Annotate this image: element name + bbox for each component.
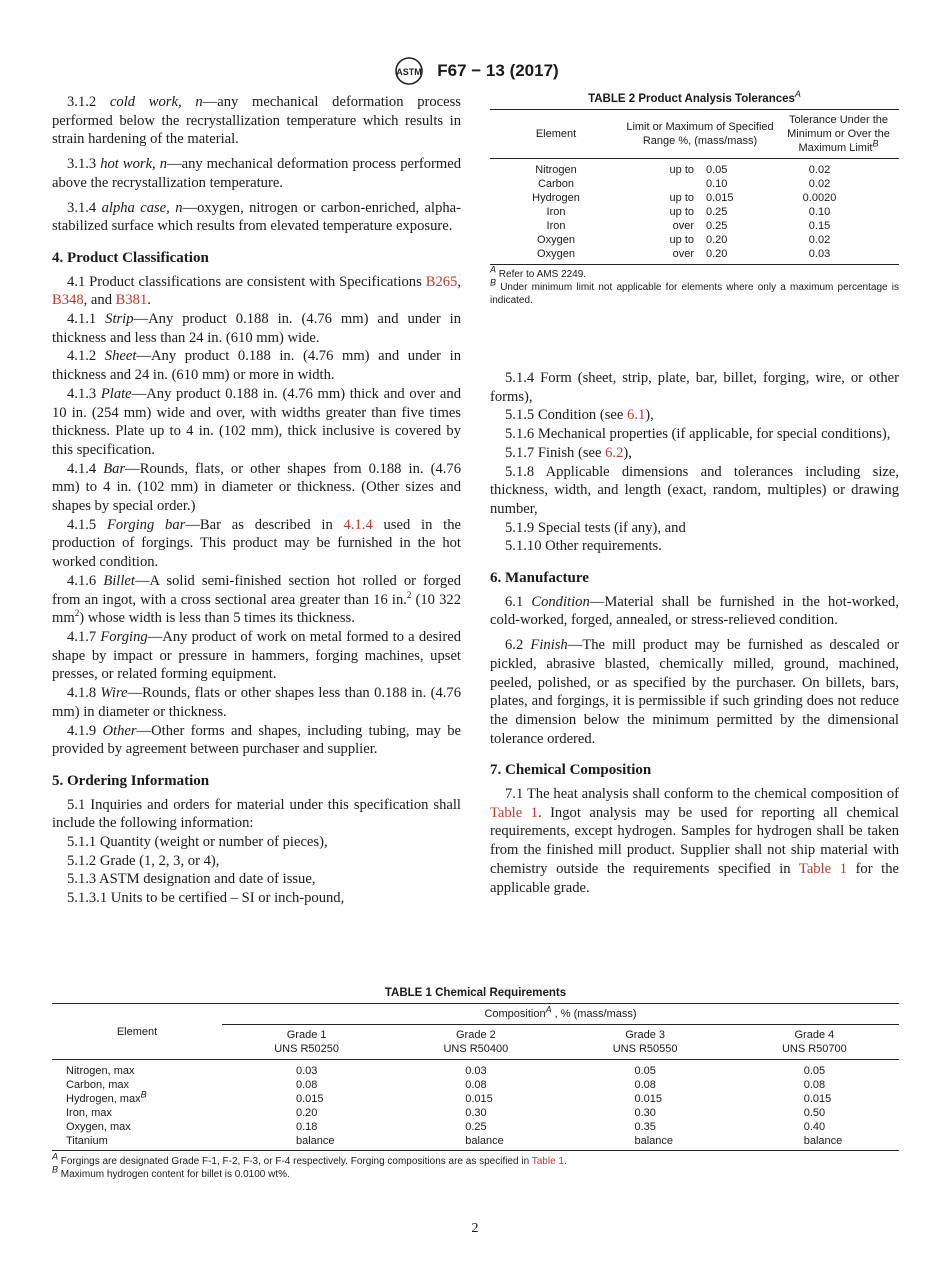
para-5-1-10: 5.1.10 Other requirements.: [505, 538, 662, 555]
para-4-1-9: 4.1.9 Other—Other forms and shapes, including tubing, may be provided by agreement between purchaser and supplier.: [52, 722, 461, 758]
para-6-2: 6.2 Finish—The mill product may be furnished as descaled or pickled, abrasive blasted, chemically milled, ground, machined, peeled, polished, or as specified by the purchaser. On billets, bars, plates, and forgings, it is permissible if such grinding does not reduce the dimension below the minimum permitted by the dimensional tolerance ordered.: [490, 637, 899, 747]
product-analysis-tolerances-table: [490, 109, 899, 265]
t2-header-tolerance: Tolerance Under the Minimum or Over the Maximum Limit$^B$: [778, 110, 899, 159]
para-4-1-3: 4.1.3 Plate—Any product 0.188 in. (4.76 mm) thick and over and 10 in. (254 mm) wide and over, with widths greater than five times thickness. Plate up to 4 in. (102 mm), thick inclusive is covered by this specification.: [52, 385, 461, 458]
page-header: [0, 56, 950, 86]
t1-header-element: Element: [52, 1004, 222, 1060]
para-4-1-2: 4.1.2 Sheet—Any product 0.188 in. (4.76 mm) and under in thickness and 24 in. (610 mm) or more in width.: [52, 348, 461, 384]
section-5-heading: 5. Ordering Information: [52, 772, 210, 789]
para-5-1-6: 5.1.6 Mechanical properties (if applicable, for special conditions),: [505, 426, 891, 443]
link-4-1-4[interactable]: 4.1.4: [343, 516, 373, 533]
left-column: [52, 93, 461, 908]
t1-header-grade-4: Grade 4 UNS R50700: [730, 1025, 899, 1060]
t1-footnote-a: $^A$ Forgings are designated Grade F-1, F-2, F-3, or F-4 respectively. Forging compositions are as specified in Table 1.: [52, 1151, 567, 1167]
link-6-2[interactable]: 6.2: [605, 444, 624, 461]
para-5-1-8: 5.1.8 Applicable dimensions and tolerances including size, thickness, width, and length (exact, random, multiples) or drawing number,: [490, 463, 899, 517]
para-4-1-4: 4.1.4 Bar—Rounds, flats, or other shapes from 0.188 in. (4.76 mm) to 4 in. (102 mm) in diameter or thickness. (Other sizes and shapes by special order.): [52, 460, 461, 515]
para-3-1-3: 3.1.3 hot work, n—any mechanical deformation process performed above the recrystallization temperature.: [52, 156, 461, 191]
para-6-1: 6.1 Condition—Material shall be furnished in the hot-worked, cold-worked, forged, annealed, or stress-relieved condition.: [490, 593, 899, 629]
para-5-1-3: 5.1.3 ASTM designation and date of issue,: [67, 871, 316, 888]
para-4-1: 4.1 Product classifications are consistent with Specifications B265, B348, and B381.: [52, 273, 461, 309]
chemical-requirements-table: [52, 1003, 899, 1151]
t1-footnote-b: $^B$ Maximum hydrogen content for billet is 0.0100 wt%.: [52, 1164, 290, 1180]
para-3-1-2: 3.1.2 cold work, n—any mechanical deformation process performed below the recrystallization temperature which results in strain hardening of the material.: [52, 94, 461, 148]
page-number: 2: [471, 1221, 479, 1236]
para-5-1-9: 5.1.9 Special tests (if any), and: [505, 519, 686, 536]
table-row: Nitrogen up to 0.05 0.02: [535, 164, 831, 176]
link-table-1[interactable]: Table 1: [490, 804, 538, 821]
table-1: [52, 987, 899, 1181]
para-4-1-8: 4.1.8 Wire—Rounds, flats or other shapes less than 0.188 in. (4.76 mm) in diameter or thickness.: [52, 685, 461, 720]
para-5-1: 5.1 Inquiries and orders for material under this specification shall include the following information:: [52, 796, 461, 832]
para-5-1-7: 5.1.7 Finish (see 6.2),: [505, 444, 632, 461]
para-4-1-7: 4.1.7 Forging—Any product of work on metal formed to a desired shape by impact or pressure in hammers, forging machines, upset presses, or related forming equipment.: [52, 628, 461, 683]
t2-header-limit: Limit or Maximum of Specified Range %, (mass/mass): [622, 110, 778, 159]
table-2: [490, 89, 899, 307]
table-1-caption: TABLE 1 Chemical Requirements: [384, 987, 567, 999]
table-row: Hydrogen up to 0.015 0.0020: [532, 192, 837, 204]
table-row: Carbon 0.10 0.02: [537, 178, 831, 190]
table-row: Hydrogen, $\max^B$ 0.015 0.015 0.015 0.015: [66, 1089, 832, 1105]
table-row: Titanium balance balance balance balance: [52, 1134, 899, 1151]
t1-header-grade-2: Grade 2 UNS R50400: [391, 1025, 560, 1060]
table-row: Iron over 0.25 0.15: [546, 220, 831, 232]
table-row: Oxygen over 0.20 0.03: [490, 247, 899, 265]
t1-header-grade-3: Grade 3 UNS R50550: [561, 1025, 730, 1060]
table-row: Oxygen up to 0.20 0.02: [537, 234, 831, 246]
link-b265[interactable]: B265: [425, 273, 458, 290]
astm-logo-text: ASTM: [396, 67, 423, 77]
para-4-1-6: 4.1.6 Billet—A solid semi-finished section hot rolled or forged from an ingot, with a cross sectional area greater than 16 in.$^2$ (10 322 $mm^2$) whose width is less than 5 times its thickness.: [52, 572, 461, 627]
para-5-1-2: 5.1.2 Grade (1, 2, 3, or 4),: [67, 852, 220, 869]
section-4-heading: 4. Product Classification: [52, 249, 209, 266]
link-6-1[interactable]: 6.1: [627, 407, 646, 424]
link-table-1-second[interactable]: Table 1: [798, 860, 847, 877]
para-7-1: 7.1 The heat analysis shall conform to the chemical composition of Table 1. Ingot analysis may be used for reporting all chemical requirements, except hydrogen. Samples for hydrogen shall be taken from the finished mill product. Supplier shall not ship material with chemistry outside the requirements specified in Table 1 for the applicable grade.: [490, 786, 899, 896]
para-3-1-4: 3.1.4 alpha case, n—oxygen, nitrogen or carbon-enriched, alpha-stabilized surface which results from elevated temperature exposure.: [52, 199, 461, 235]
table-2-caption: TABLE 2 Product Analysis Tolerances$^A$: [588, 89, 801, 105]
section-6-heading: 6. Manufacture: [490, 570, 589, 587]
table-row: Oxygen, max 0.18 0.25 0.35 0.40: [66, 1121, 826, 1133]
para-5-1-4: 5.1.4 Form (sheet, strip, plate, bar, billet, forging, wire, or other forms),: [490, 370, 899, 405]
link-b348[interactable]: B348: [52, 292, 84, 309]
t2-footnote-a: $^A$ Refer to AMS 2249.: [490, 264, 587, 280]
right-column: [490, 369, 899, 897]
table-row: Carbon, max 0.08 0.08 0.08 0.08: [66, 1079, 826, 1091]
para-4-1-1: 4.1.1 Strip—Any product 0.188 in. (4.76 mm) and under in thickness and less than 24 in. (610 mm) wide.: [52, 311, 461, 346]
table-row: Iron up to 0.25 0.10: [546, 206, 831, 218]
table-row: Nitrogen, max 0.03 0.03 0.05 0.05: [66, 1065, 826, 1077]
astm-logo-icon: [391, 56, 427, 86]
para-5-1-1: 5.1.1 Quantity (weight or number of pieces),: [67, 834, 328, 851]
standard-designation: F67 − 13 (2017): [437, 61, 559, 80]
t1-header-composition: Composition$^A$ , % (mass/mass): [222, 1004, 899, 1025]
t2-header-element: Element: [490, 110, 622, 159]
t1-header-grade-1: Grade 1 UNS R50250: [222, 1025, 391, 1060]
para-5-1-5: 5.1.5 Condition (see 6.1),: [505, 407, 654, 424]
t2-footnote-b: $^B$ Under minimum limit not applicable for elements where only a maximum percentage is indicated.: [490, 277, 899, 306]
para-4-1-5: 4.1.5 Forging bar—Bar as described in 4.1.4 used in the production of forgings. This product may be furnished in the hot worked condition.: [52, 516, 462, 571]
link-b381[interactable]: B381: [115, 292, 148, 309]
link-table-1-footnote[interactable]: Table 1: [531, 1156, 564, 1167]
para-5-1-3-1: 5.1.3.1 Units to be certified – SI or inch-pound,: [67, 890, 345, 907]
section-7-heading: 7. Chemical Composition: [490, 762, 652, 779]
table-row: Iron, max 0.20 0.30 0.30 0.50: [66, 1107, 826, 1119]
